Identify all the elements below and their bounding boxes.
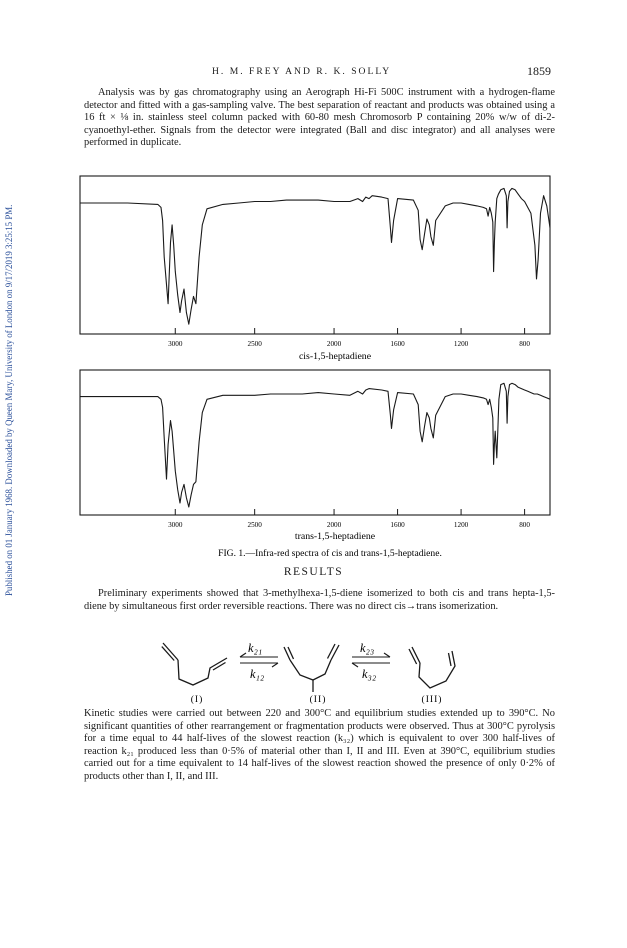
running-head-authors: H. M. FREY AND R. K. SOLLY bbox=[212, 66, 392, 77]
x-tick-label: 2500 bbox=[247, 340, 262, 348]
x-tick-label: 1600 bbox=[390, 340, 405, 348]
x-tick-label: 1600 bbox=[390, 521, 405, 529]
download-watermark: Published on 01 January 1968. Downloaded by Queen Mary, University of London on 9/17/2019 3:25:15 PM. bbox=[4, 204, 14, 596]
x-tick-label: 2000 bbox=[326, 521, 342, 529]
compound-labels bbox=[0, 690, 627, 706]
x-tick-label: 800 bbox=[519, 340, 530, 348]
kinetics-paragraph: Kinetic studies were carried out between 220 and 300°C and equilibrium studies extended up to 390°C. No significant quantities of other rearrangement or fragmentation products were observed. Thus at 300°C pyrolysis for a time equal to 44 half-lives of the slowest reaction (k₃₂) which is equivalent to over 300 half-lives of reaction k₂₁ produced less than 0·5% of material other than I, II and III. Even at 390°C, equilibrium studies carried out for a time equivalent to 14 half-lives of the slowest reaction showed the presence of only 0·2% of products other than I, II, and III. bbox=[84, 708, 555, 782]
spectrum-trace bbox=[80, 188, 550, 324]
ir-spectrum-cis-panel bbox=[80, 176, 550, 362]
spectrum-frame bbox=[80, 370, 550, 515]
spectrum-title: cis-1,5-heptadiene bbox=[298, 351, 372, 362]
rate-constant-k21: k₂₁ bbox=[248, 641, 263, 655]
ir-spectrum-trans-panel bbox=[80, 370, 550, 542]
x-tick-label: 1200 bbox=[453, 521, 469, 529]
compound-label-i: (I) bbox=[190, 694, 204, 705]
compound-iii-structure bbox=[409, 647, 455, 688]
compound-i-structure bbox=[162, 643, 227, 685]
rate-constant-k23: k₂₃ bbox=[360, 641, 375, 655]
compound-label-ii: (II) bbox=[309, 694, 327, 705]
results-paragraph: Preliminary experiments showed that 3-methylhexa-1,5-diene isomerized to both cis and trans hepta-1,5-diene by simultaneous first order reversible reactions. There was no direct cis→trans isomerization. bbox=[84, 588, 555, 612]
equilibrium-arrows-ii-iii bbox=[352, 653, 390, 667]
methods-paragraph: Analysis was by gas chromatography using an Aerograph Hi-Fi 500C instrument with a hydrogen-flame detector and fitted with a gas-sampling valve. The best separation of reactant and products was obtained using a 16 ft × ⅛ in. stainless steel column packed with 60-80 mesh Chromosorb P containing 20% w/w of di-2-cyanoethyl-ether. Signals from the detector were integrated (Ball and disc integrator) and all analyses were performed in duplicate. bbox=[84, 87, 555, 149]
compound-label-iii: (III) bbox=[421, 694, 443, 705]
x-tick-label: 1200 bbox=[453, 340, 469, 348]
rate-constant-k12: k₁₂ bbox=[250, 667, 265, 681]
section-heading: RESULTS bbox=[283, 566, 344, 578]
figure-caption: FIG. 1.—Infra-red spectra of cis and trans-1,5-heptadiene. bbox=[218, 548, 442, 559]
spectrum-title: trans-1,5-heptadiene bbox=[294, 531, 376, 542]
compound-ii-structure bbox=[284, 644, 339, 692]
spectrum-trace bbox=[80, 383, 550, 507]
rate-constant-k32: k₃₂ bbox=[362, 667, 377, 681]
x-tick-label: 3000 bbox=[168, 340, 183, 348]
x-tick-label: 2000 bbox=[326, 340, 342, 348]
equilibrium-arrows-i-ii bbox=[240, 653, 278, 667]
x-tick-label: 3000 bbox=[168, 521, 183, 529]
page-number: 1859 bbox=[527, 64, 551, 78]
x-tick-label: 2500 bbox=[247, 521, 262, 529]
x-tick-label: 800 bbox=[519, 521, 530, 529]
